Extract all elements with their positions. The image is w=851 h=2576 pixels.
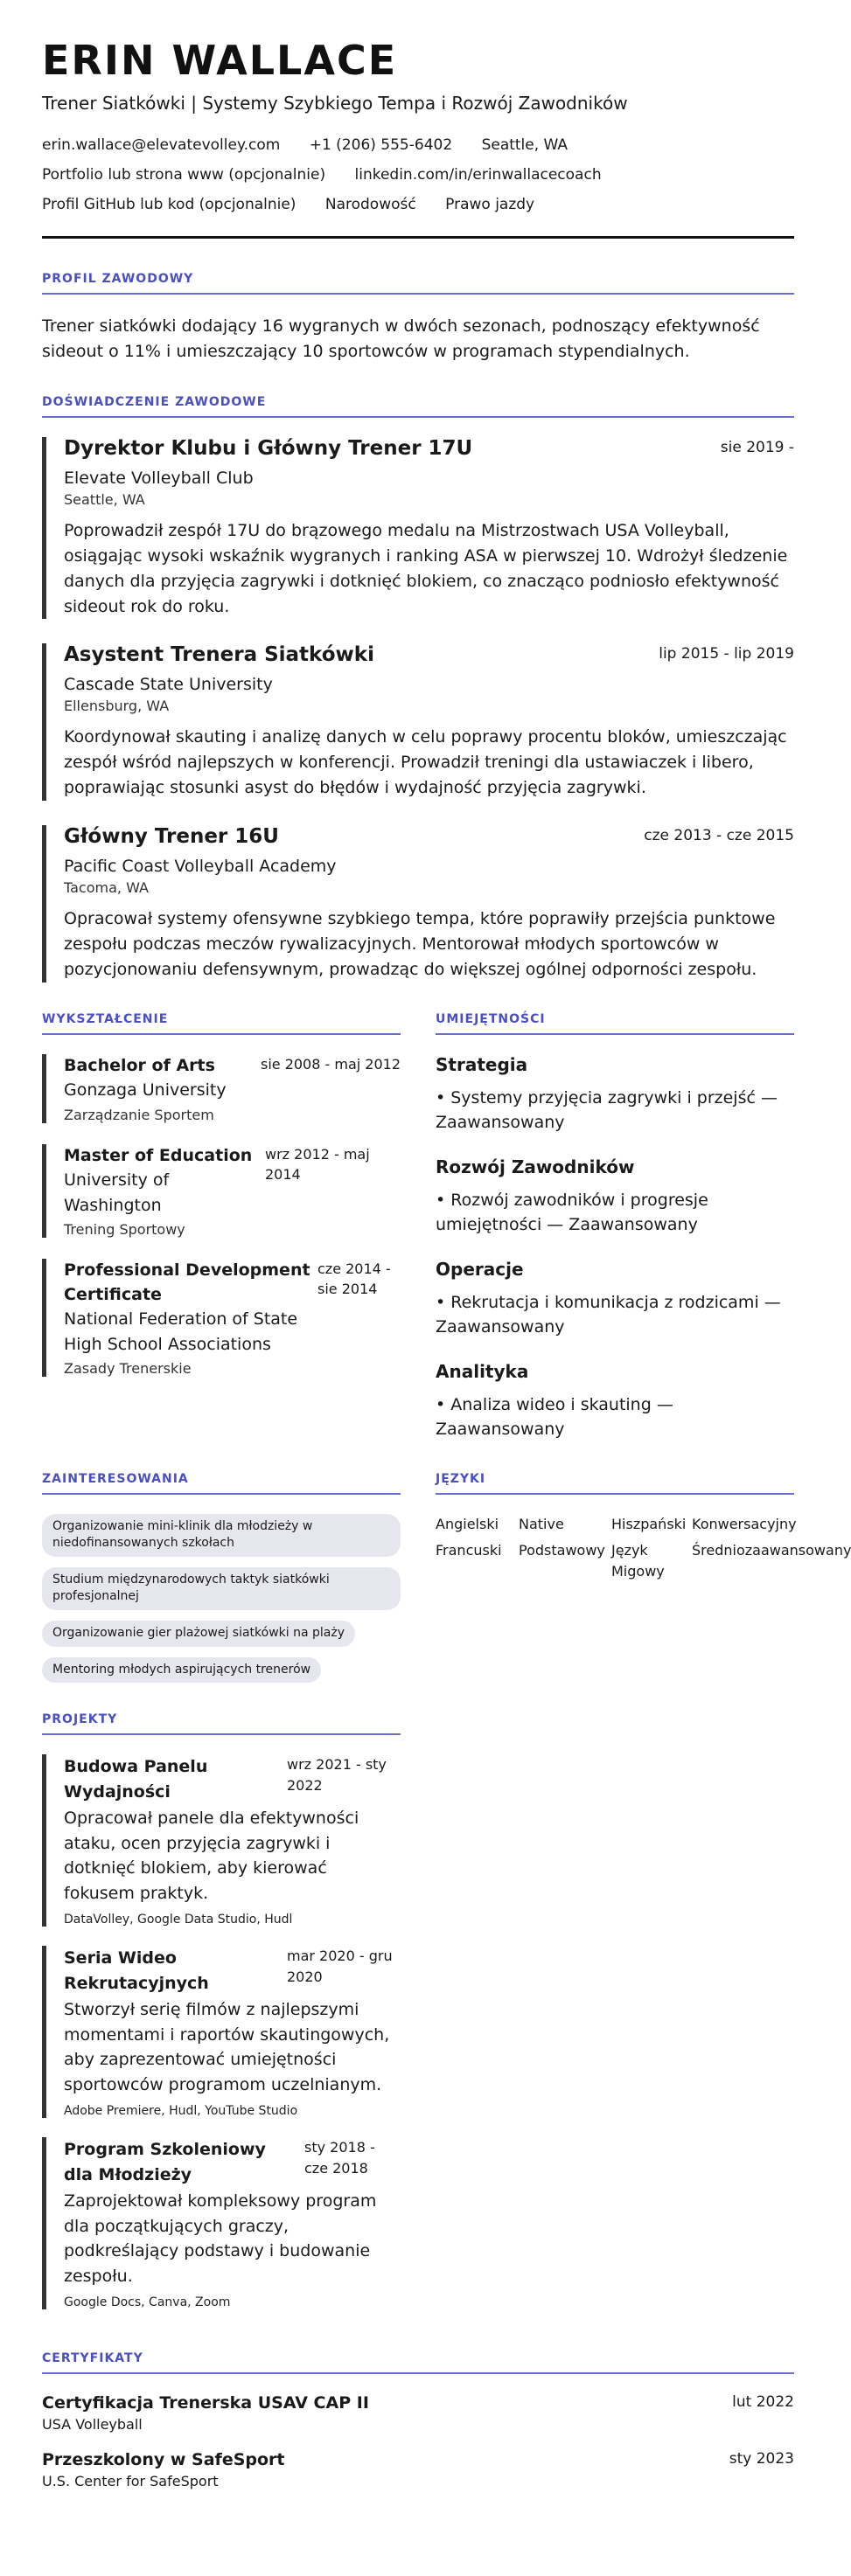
nationality-text: Narodowość [324,196,416,213]
job-title: Dyrektor Klubu i Główny Trener 17U [64,436,473,460]
education-degree: Bachelor of Arts [64,1055,215,1075]
project-name: Budowa Panelu Wydajności [64,1757,208,1802]
job-company: Elevate Volleyball Club [64,468,254,488]
projects-column [42,1712,401,2329]
header-divider [42,236,794,239]
skill-category: Analityka [436,1360,529,1382]
candidate-name: ERIN WALLACE [42,37,398,84]
interests-section-title: ZAINTERESOWANIA [42,1472,401,1495]
project-description: Zaprojektował kompleksowy program dla początkujących graczy, podkreślający podstawy i budowanie zespołu. [64,2191,377,2286]
education-date: cze 2014 - sie 2014 [317,1260,391,1298]
project-name: Seria Wideo Rekrutacyjnych [64,1948,209,1993]
certificate-date: lut 2022 [732,2393,794,2412]
job-description: Koordynował skauting i analizę danych w celu poprawy procentu bloków, umieszczając zespół wśród najlepszych w konferencji. Prowadził treningi dla ustawiaczek i libero, poprawiając stosunki asyst do błędów i wydajność przyjęcia zagrywki. [64,727,787,798]
skill-category: Operacje [436,1258,524,1280]
contact-row-1 [42,136,794,154]
project-tech: Adobe Premiere, Hudl, YouTube Studio [64,2104,298,2119]
project-description: Stworzył serię filmów z najlepszymi momentami i raportów skautingowych, aby zaprezentować umiejętności sportowców programom uczelnianym. [64,2000,390,2094]
education-school: National Federation of State High School Associations [64,1309,298,1354]
languages-column [436,1471,851,1694]
certificate-name: Przeszkolony w SafeSport [42,2450,285,2470]
skill-item: • Rozwój zawodników i progresje umiejętności — Zaawansowany [436,1190,708,1235]
skill-category: Rozwój Zawodników [436,1156,635,1177]
skill-item: • Systemy przyjęcia zagrywki i przejść — Zaawansowany [436,1087,778,1133]
job-entry [42,643,794,801]
job-company: Pacific Coast Volleyball Academy [64,857,337,876]
skill-item: • Analiza wideo i skauting — Zaawansowany [436,1394,673,1440]
interest-tag: Organizowanie gier plażowej siatkówki na plaży [42,1621,355,1647]
job-entry [42,437,794,620]
linkedin-link[interactable]: linkedin.com/in/erinwallacecoach [354,166,602,184]
project-date: sty 2018 - cze 2018 [304,2139,375,2177]
job-description: Opracował systemy ofensywne szybkiego tempa, które poprawiły przejścia punktowe zespołu podczas meczów rywalizacyjnych. Mentorował młodych sportowców w pozycjonowaniu defensywnym, prowadząc do większej ogólnej odporności zespołu. [64,909,776,979]
education-column [42,1012,401,1463]
projects-columns [42,1712,794,2329]
experience-section-title: DOŚWIADCZENIE ZAWODOWE [42,395,794,418]
github-link[interactable]: Profil GitHub lub kod (opcjonalnie) [42,196,296,213]
license-text: Prawo jazdy [445,196,535,213]
certificate-name: Certyfikacja Trenerska USAV CAP II [42,2393,369,2413]
language-level: Native [519,1515,564,1532]
portfolio-link[interactable]: Portfolio lub strona www (opcjonalnie) [42,166,326,184]
certificate-date: sty 2023 [729,2450,794,2468]
education-entry [42,1259,401,1377]
language-name: Język Migowy [611,1541,665,1580]
languages-section-title: JĘZYKI [436,1472,794,1495]
project-entry [42,1754,401,1927]
language-name: Angielski [436,1515,499,1532]
projects-section-title: PROJEKTY [42,1712,401,1735]
certificate-entry [42,2393,794,2433]
certificates-section [42,2351,794,2489]
interest-tag: Organizowanie mini-klinik dla młodzieży w niedofinansowanych szkołach [42,1514,401,1557]
skills-column [436,1012,794,1463]
phone-link[interactable]: +1 (206) 555-6402 [309,136,453,154]
language-level: Średniozaawansowany [692,1541,851,1559]
language-level: Konwersacyjny [692,1515,797,1532]
certificate-entry [42,2450,794,2489]
job-location: Seattle, WA [64,490,145,508]
education-field: Zasady Trenerskie [64,1360,192,1378]
job-company: Cascade State University [64,675,273,695]
education-date: sie 2008 - maj 2012 [260,1055,401,1073]
language-row [436,1514,797,1535]
job-title: Asystent Trenera Siatkówki [64,643,374,667]
job-location: Ellensburg, WA [64,698,170,715]
language-row [436,1540,851,1582]
education-school: University of Washington [64,1170,170,1215]
job-entry [42,825,794,982]
interests-languages-columns [42,1471,851,1694]
education-date: wrz 2012 - maj 2014 [265,1145,370,1183]
job-date: lip 2015 - lip 2019 [659,645,794,663]
email-link[interactable]: erin.wallace@elevatevolley.com [42,136,281,154]
project-name: Program Szkoleniowy dla Młodzieży [64,2140,266,2184]
education-field: Zarządzanie Sportem [64,1106,214,1123]
profile-section-title: PROFIL ZAWODOWY [42,272,794,295]
profile-summary: Trener siatkówki dodający 16 wygranych w dwóch sezonach, podnoszący efektywność sideout o 11% i umieszczający 10 sportowców w programach stypendialnych. [42,316,760,362]
project-date: wrz 2021 - sty 2022 [287,1756,387,1795]
interest-tag: Studium międzynarodowych taktyk siatkówki profesjonalnej [42,1567,401,1610]
project-tech: Google Docs, Canva, Zoom [64,2295,231,2310]
education-section-title: WYKSZTAŁCENIE [42,1012,401,1035]
education-entry [42,1054,401,1123]
job-date: cze 2013 - cze 2015 [644,827,794,844]
certificates-section-title: CERTYFIKATY [42,2351,794,2374]
interests-column [42,1472,401,1694]
education-field: Trening Sportowy [64,1221,185,1239]
project-date: mar 2020 - gru 2020 [287,1948,393,1986]
interest-tag: Mentoring młodych aspirujących trenerów [42,1657,321,1684]
project-entry [42,1946,401,2118]
skills-section-title: UMIEJĘTNOŚCI [436,1012,794,1035]
job-location: Tacoma, WA [64,879,149,896]
job-title: Główny Trener 16U [64,825,279,848]
job-date: sie 2019 - [720,438,794,456]
education-degree: Professional Development Certificate [64,1260,310,1304]
education-entry [42,1144,401,1239]
language-level: Podstawowy [519,1541,605,1559]
skill-item: • Rekrutacja i komunikacja z rodzicami — Zaawansowany [436,1292,781,1337]
certificate-issuer: U.S. Center for SafeSport [42,2473,219,2490]
education-degree: Master of Education [64,1145,253,1165]
contact-row-2 [42,166,794,184]
project-description: Opracował panele dla efektywności ataku, ocen przyjęcia zagrywki i dotknięć blokiem, aby kierować fokusem praktyk. [64,1809,359,1903]
project-tech: DataVolley, Google Data Studio, Hudl [64,1913,293,1927]
language-name: Hiszpański [611,1515,687,1532]
project-entry [42,2137,401,2309]
certificate-issuer: USA Volleyball [42,2416,143,2434]
language-name: Francuski [436,1541,502,1559]
education-skills-columns [42,1012,794,1463]
contact-row-3 [42,196,794,213]
education-school: Gonzaga University [64,1080,227,1101]
job-description: Poprowadził zespół 17U do brązowego medalu na Mistrzostwach USA Volleyball, osiągając wysoki wskaźnik wygranych i ranking ASA w pierwszej 10. Wdrożył śledzenie danych dla przyjęcia zagrywki i dotknięć blokiem, co znacząco podniosło efektywność sideout rok do roku. [64,520,788,616]
location-text: Seattle, WA [481,136,568,154]
skill-category: Strategia [436,1053,528,1075]
headline: Trener Siatkówki | Systemy Szybkiego Tempa i Rozwój Zawodników [42,93,628,114]
